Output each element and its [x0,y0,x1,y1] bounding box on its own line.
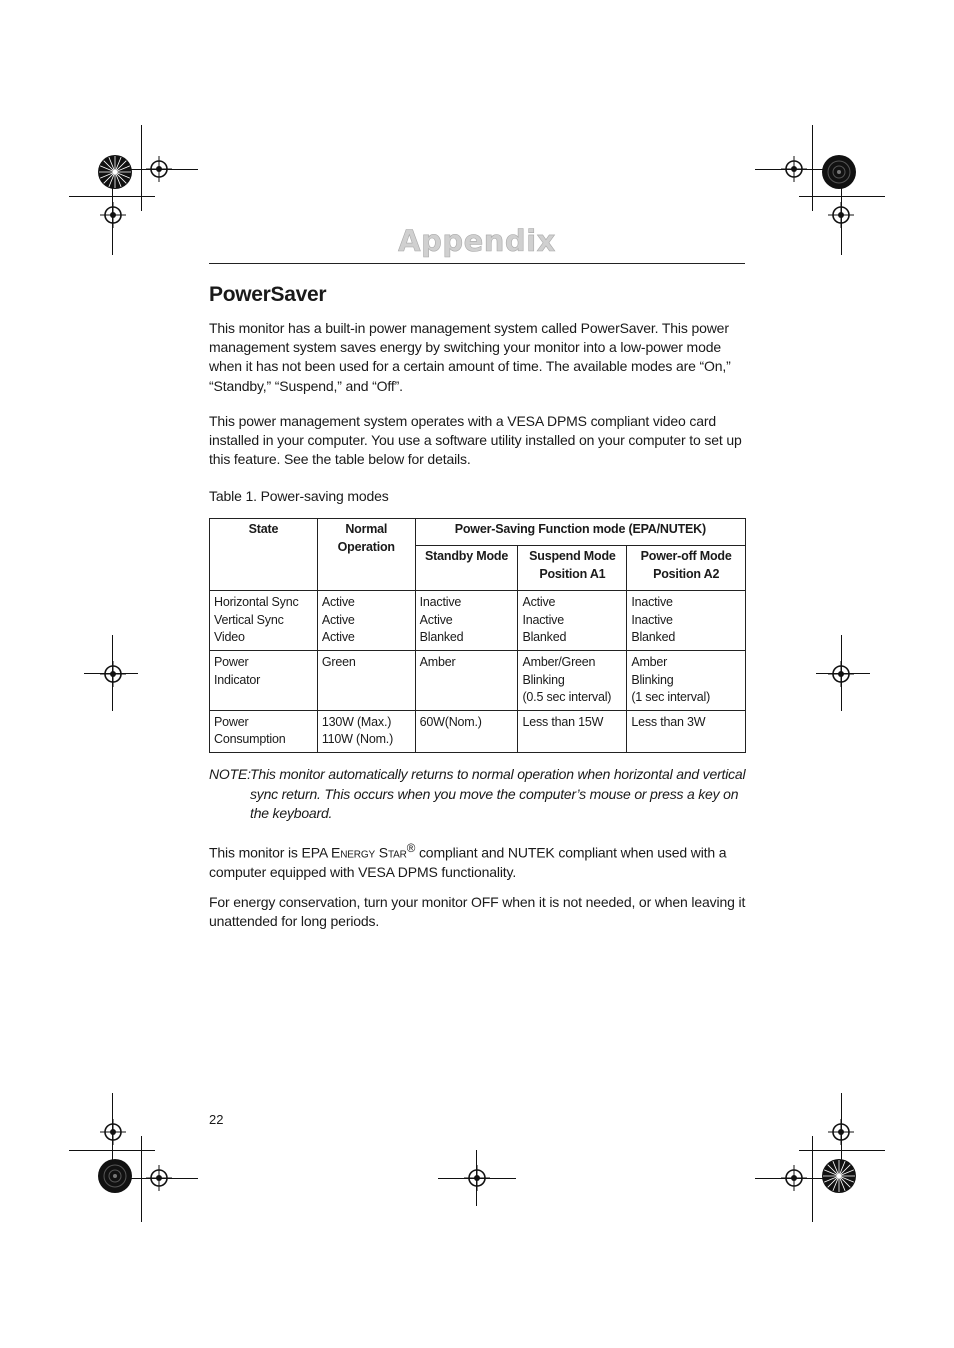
crosshair-icon [100,202,126,228]
cell-normal: Green [317,651,415,711]
crosshair-icon [828,1119,854,1145]
registered-mark: ® [406,842,416,855]
header-rule [209,263,745,264]
cell-state: Power Indicator [210,651,318,711]
registration-wheel-icon [821,1158,857,1194]
header-state: State [210,519,318,591]
registration-wheel-icon [821,154,857,190]
section-title: PowerSaver [209,283,327,306]
crosshair-icon [146,1165,172,1191]
table-caption: Table 1. Power-saving modes [209,488,389,504]
header-standby-mode: Standby Mode [415,546,518,591]
cell-normal: 130W (Max.) 110W (Nom.) [317,710,415,752]
cell-state: Horizontal Sync Vertical Sync Video [210,591,318,651]
header-normal-operation: Normal Operation [317,519,415,591]
intro-paragraph: This monitor has a built-in power management system called PowerSaver. This power management system saves energy by switching your monitor into a low-power mode when it has not been used for a certain amount of time. The available modes are “On,” “Standby,” “Suspend,” and “Off”. [209,320,731,394]
crosshair-icon [828,661,854,687]
crosshair-icon [464,1165,490,1191]
power-saving-modes-table [209,518,746,753]
conservation-paragraph: For energy conservation, turn your monitor OFF when it is not needed, or when leaving it unattended for long periods. [209,894,746,930]
cell-suspend: Less than 15W [518,710,627,752]
cell-standby: 60W(Nom.) [415,710,518,752]
cell-state: Power Consumption [210,710,318,752]
cell-poweroff: Less than 3W [627,710,746,752]
header-power-saving-group: Power-Saving Function mode (EPA/NUTEK) [415,519,745,546]
cell-suspend: Amber/Green Blinking (0.5 sec interval) [518,651,627,711]
header-suspend-mode: Suspend Mode Position A1 [518,546,627,591]
energy-star-paragraph [209,839,749,882]
note [209,765,749,824]
crosshair-icon [781,1165,807,1191]
table-row [210,651,746,711]
page-number: 22 [209,1112,224,1127]
cell-standby: Amber [415,651,518,711]
cell-suspend: Active Inactive Blanked [518,591,627,651]
header-poweroff-mode: Power-off Mode Position A2 [627,546,746,591]
chapter-title: Appendix [398,224,556,258]
cell-poweroff: Inactive Inactive Blanked [627,591,746,651]
crosshair-icon [146,156,172,182]
dpms-paragraph: This power management system operates with a VESA DPMS compliant video card installed in your computer. You use a software utility installed on your computer to set up this feature. See the table below for details. [209,413,742,468]
table-row [210,710,746,752]
cell-poweroff: Amber Blinking (1 sec interval) [627,651,746,711]
cell-standby: Inactive Active Blanked [415,591,518,651]
crosshair-icon [781,156,807,182]
crosshair-icon [100,661,126,687]
note-text: This monitor automatically returns to normal operation when horizontal and vertical sync return. This occurs when you move the computer’s mouse or press a key on the keyboard. [250,766,746,821]
crosshair-icon [100,1119,126,1145]
energy-star-prefix: This monitor is EPA [209,844,332,861]
registration-wheel-icon [97,154,133,190]
crosshair-icon [828,202,854,228]
registration-wheel-icon [97,1158,133,1194]
cell-normal: Active Active Active [317,591,415,651]
energy-star-brand: Energy Star [331,844,407,861]
energy-star-suffix: compliant and NUTEK compliant when used with a computer equipped with VESA DPMS functionality. [209,844,727,880]
note-label: NOTE: [209,766,251,782]
table-row [210,591,746,651]
